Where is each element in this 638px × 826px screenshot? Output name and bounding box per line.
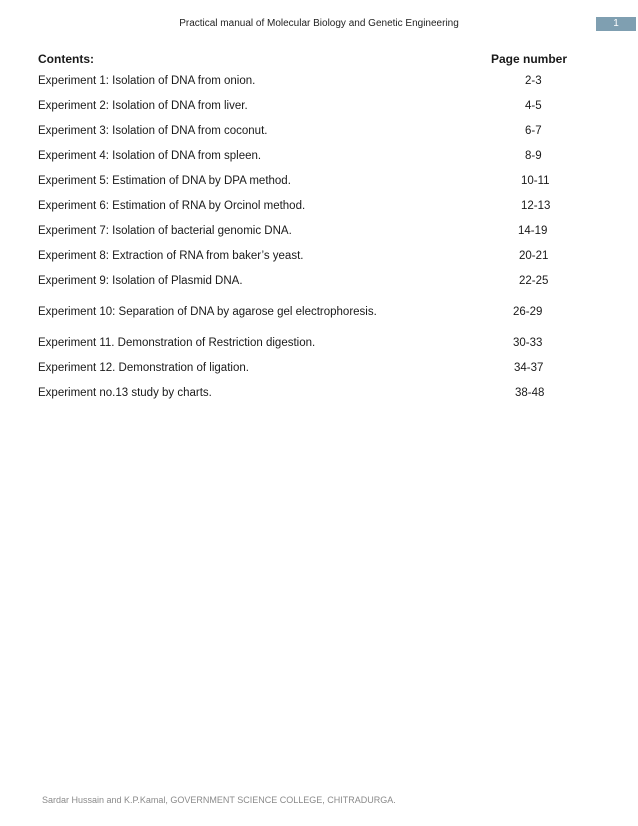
toc-row (0, 125, 638, 141)
toc-page: 38-48 (515, 387, 545, 399)
toc-page: 8-9 (525, 150, 542, 162)
toc-row (0, 225, 638, 241)
toc-row (0, 275, 638, 291)
toc-title: Experiment 1: Isolation of DNA from onion. (38, 75, 256, 87)
header-title: Practical manual of Molecular Biology and Genetic Engineering (179, 18, 459, 29)
toc-row (0, 200, 638, 216)
toc-row (0, 387, 638, 403)
toc-page: 34-37 (514, 362, 544, 374)
toc-page: 10-11 (521, 175, 550, 187)
page-number-heading: Page number (490, 52, 567, 66)
toc-title: Experiment 5: Estimation of DNA by DPA method. (38, 175, 291, 187)
toc-title: Experiment 8: Extraction of RNA from baker’s yeast. (38, 250, 304, 262)
page-number-badge: 1 (596, 17, 636, 31)
toc-page: 12-13 (521, 200, 551, 212)
toc-title: Experiment 10: Separation of DNA by agarose gel electrophoresis. (38, 306, 377, 318)
toc-page: 22-25 (519, 275, 549, 287)
toc-row (0, 100, 638, 116)
toc-row (0, 362, 638, 378)
footer-credit: Sardar Hussain and K.P.Kamal, GOVERNMENT SCIENCE COLLEGE, CHITRADURGA. (42, 795, 396, 805)
toc-title: Experiment 4: Isolation of DNA from spleen. (38, 150, 262, 162)
toc-title: Experiment 12. Demonstration of ligation. (38, 362, 249, 374)
toc-title: Experiment 7: Isolation of bacterial genomic DNA. (38, 225, 292, 237)
toc-page: 2-3 (525, 75, 542, 87)
toc-title: Experiment 6: Estimation of RNA by Orcinol method. (38, 200, 306, 212)
toc-row (0, 175, 638, 191)
toc-row (0, 75, 638, 91)
toc-title: Experiment 9: Isolation of Plasmid DNA. (38, 275, 243, 287)
toc-row (0, 306, 638, 322)
toc-page: 14-19 (518, 225, 548, 237)
toc-page: 6-7 (525, 125, 542, 137)
contents-heading: Contents: (38, 52, 94, 66)
toc-row (0, 150, 638, 166)
toc-title: Experiment no.13 study by charts. (38, 387, 212, 399)
toc-page: 4-5 (525, 100, 542, 112)
toc-page: 30-33 (513, 337, 543, 349)
toc-page: 20-21 (519, 250, 549, 262)
toc-title: Experiment 3: Isolation of DNA from coconut. (38, 125, 268, 137)
toc-title: Experiment 11. Demonstration of Restriction digestion. (38, 337, 316, 349)
toc-page: 26-29 (513, 306, 543, 318)
toc-row (0, 337, 638, 353)
toc-title: Experiment 2: Isolation of DNA from liver. (38, 100, 248, 112)
toc-row (0, 250, 638, 266)
